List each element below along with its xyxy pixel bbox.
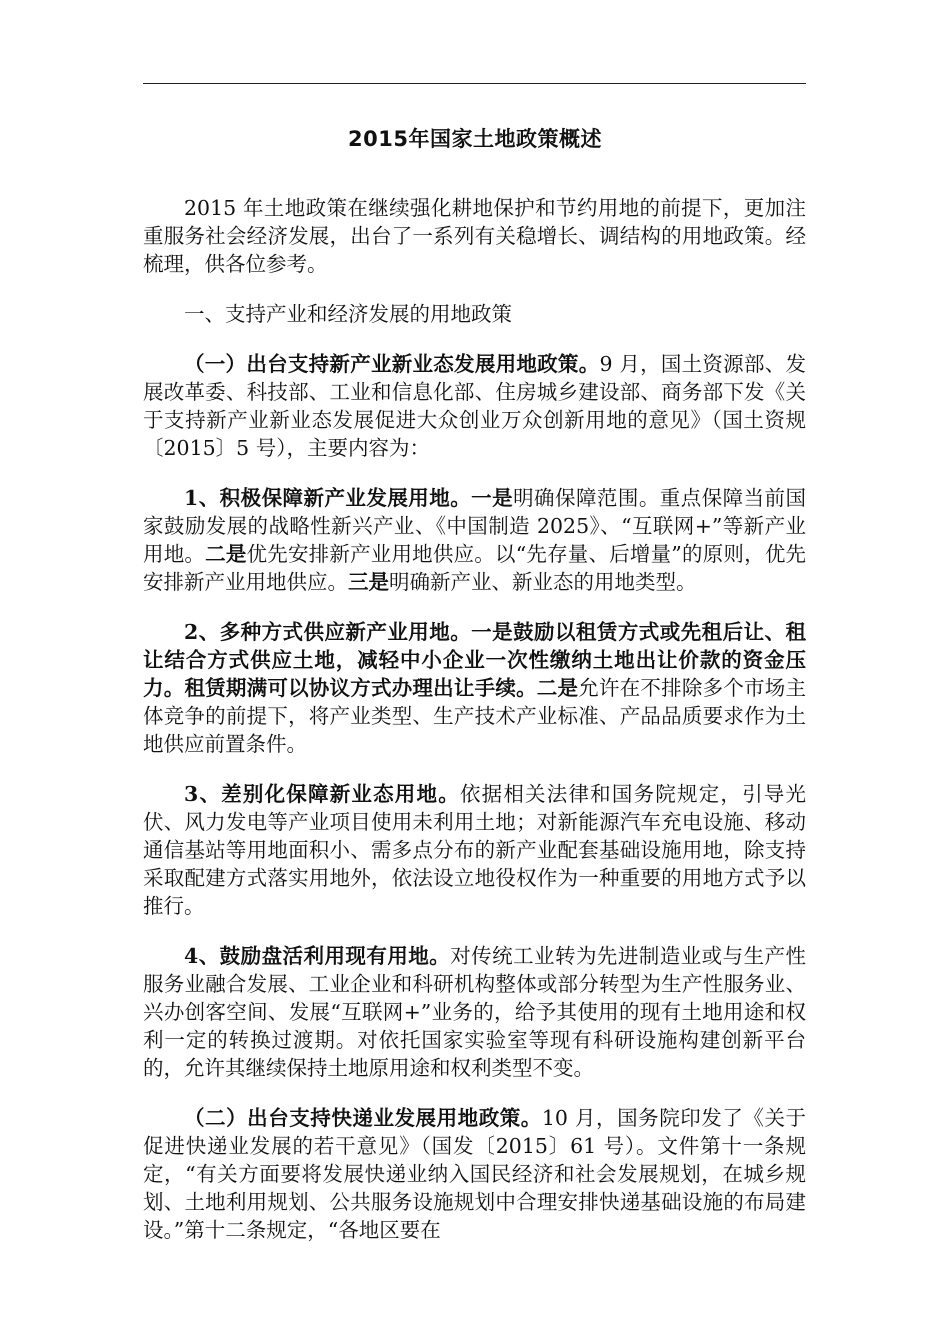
item-2-title: 2、多种方式供应新产业用地。一是鼓励以租赁方式或先租后让、租让结合方式供应土地，减轻中小企业一次性缴纳土地出让价款的资金压力。租赁期满可以协议方式办理出让手续。二是 [143, 620, 806, 700]
item-4-text: 对传统工业转为先进制造业或与生产性服务业融合发展、工业企业和科研机构整体或部分转型为生产性服务业、兴办创客空间、发展“互联网+”业务的，给予其使用的现有土地用途和权利一定的转换过渡期。对依托国家实验室等现有科研设施构建创新平台的，允许其继续保持土地原用途和权利类型不变。 [143, 944, 807, 1080]
subsection-2-text: 10 月，国务院印发了《关于促进快递业发展的若干意见》（国发〔2015〕61 号）。文件第十一条规定，“有关方面要将发展快递业纳入国民经济和社会发展规划，在城乡规划、土地利用规划、公共服务设施规划中合理安排快递基础设施的布局建设。”第十二条规定，“各地区要在 [143, 1106, 806, 1242]
item-1-paragraph [143, 484, 806, 596]
item-1-point-1-label: 一是 [471, 486, 514, 510]
section-heading: 一、支持产业和经济发展的用地政策 [184, 302, 512, 326]
subsection-1-text: 9 月，国土资源部、发展改革委、科技部、工业和信息化部、住房城乡建设部、商务部下发《关于支持新产业新业态发展促进大众创业万众创新用地的意见》（国土资规〔2015〕5 号），主要内容为： [143, 352, 807, 460]
item-4-paragraph [143, 942, 806, 1082]
item-1-point-2-label: 二是 [205, 542, 247, 566]
header-rule [143, 83, 806, 84]
item-1-point-3-label: 三是 [348, 570, 389, 594]
subsection-1-title: （一）出台支持新产业新业态发展用地政策。 [184, 352, 600, 376]
item-3-paragraph [143, 780, 806, 920]
item-4-title: 4、鼓励盘活利用现有用地。 [184, 944, 451, 968]
document-body [143, 194, 806, 1266]
item-2-paragraph [143, 618, 806, 758]
item-2-text: 允许在不排除多个市场主体竞争的前提下，将产业类型、生产技术产业标准、产品品质要求作为土地供应前置条件。 [143, 676, 807, 756]
item-3-title: 3、差别化保障新业态用地。 [184, 782, 460, 806]
page-title: 2015年国家土地政策概述 [348, 127, 602, 151]
item-3-text: 依据相关法律和国务院规定，引导光伏、风力发电等产业项目使用未利用土地；对新能源汽车充电设施、移动通信基站等用地面积小、需多点分布的新产业配套基础设施用地，除支持采取配建方式落实用地外，依法设立地役权作为一种重要的用地方式予以推行。 [143, 782, 807, 918]
item-1-point-1-text: 明确保障范围。重点保障当前国家鼓励发展的战略性新兴产业、《中国制造 2025》、“互联网+”等新产业用地。 [143, 486, 807, 566]
item-1-point-3-text: 明确新产业、新业态的用地类型。 [389, 570, 697, 594]
intro-paragraph: 2015 年土地政策在继续强化耕地保护和节约用地的前提下，更加注重服务社会经济发展，出台了一系列有关稳增长、调结构的用地政策。经梳理，供各位参考。 [143, 196, 806, 276]
subsection-2-paragraph [143, 1104, 806, 1244]
subsection-2-title: （二）出台支持快递业发展用地政策。 [184, 1106, 542, 1130]
subsection-1-paragraph [143, 350, 806, 462]
item-1-title: 1、积极保障新产业发展用地。 [184, 486, 472, 510]
item-1-point-2-text: 优先安排新产业用地供应。以“先存量、后增量”的原则，优先安排新产业用地供应。 [143, 542, 807, 594]
